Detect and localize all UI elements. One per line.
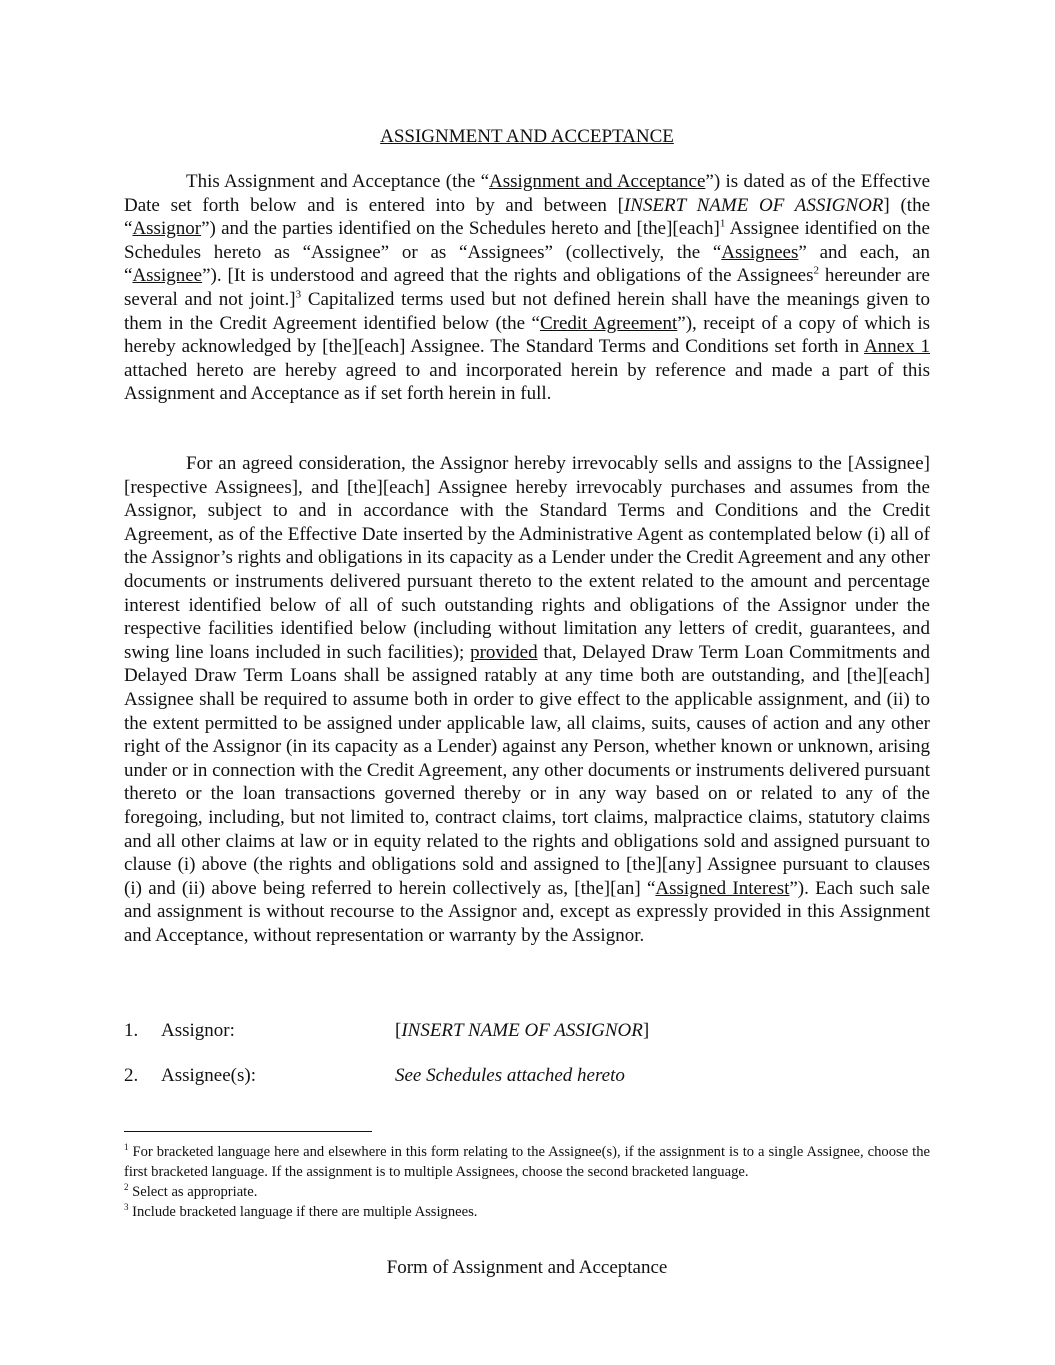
footnote-ref-2: 2 [813,265,820,278]
defined-term-assignment-and-acceptance: Assignment and Acceptance [489,171,706,192]
provided-term: provided [470,641,538,663]
intro-paragraph: This Assignment and Acceptance (the “Assignment and Acceptance”) is dated as of the Effective Date set forth below and is entered into by and between [INSERT NAME OF ASSIGNOR] (the “Assignor”) and the parties identified on the Schedules hereto and [the][each]$^1$ Assignee identified on the Schedules hereto as “Assignee” or as “Assignees” (collectively, the “Assignees” and each, an “Assignee”). [It is understood and agreed that the rights and obligations of the Assignees$^2$ hereunder are several and not joint.]$^3$ Capitalized terms used but not defined herein shall have the meanings given to them in the Credit Agreement identified below (the “Credit Agreement”), receipt of a copy of which is hereby acknowledged by [the][each] Assignee. The Standard Terms and Conditions set forth in Annex 1 attached hereto are hereby agreed to and incorporated herein by reference and made a part of this Assignment and Acceptance as if set forth herein in full. [124,171,931,405]
item-label: Assignor: [161,1020,235,1041]
annex-1-reference: Annex 1 [863,336,931,358]
page-footer: Form of Assignment and Acceptance [386,1257,668,1278]
list-item-assignees [124,1064,930,1088]
item-number: 1. [124,1020,139,1041]
footnote-ref-1: 1 [719,217,726,230]
assignment-paragraph: For an agreed consideration, the Assignor hereby irrevocably sells and assigns to the [Assignee][respective Assignees], and [the][each] Assignee hereby irrevocably purchases and assumes from the Assignor, subject to and in accordance with the Standard Terms and Conditions and the Credit Agreement, as of the Effective Date inserted by the Administrative Agent as contemplated below (i) all of the Assignor’s rights and obligations in its capacity as a Lender under the Credit Agreement and any other documents or instruments delivered pursuant thereto to the extent related to the amount and percentage interest identified below of all of such outstanding rights and obligations of the Assignor under the respective facilities identified below (including without limitation any letters of credit, guarantees, and swing line loans included in such facilities); provided that, Delayed Draw Term Loan Commitments and Delayed Draw Term Loans shall be assigned ratably at any time both are outstanding, and [the][each] Assignee shall be required to assume both in order to give effect to the applicable assignment, and (ii) to the extent permitted to be assigned under applicable law, all claims, suits, causes of action and any other right of the Assignor (in its capacity as a Lender) against any Person, whether known or unknown, arising under or in connection with the Credit Agreement, any other documents or instruments delivered pursuant thereto or the loan transactions governed thereby or in any way based on or related to any of the foregoing, including, but not limited to, contract claims, tort claims, malpractice claims, statutory claims and all other claims at law or in equity related to the rights and obligations sold and assigned pursuant to clause (i) above (the rights and obligations sold and assigned to [the][any] Assignee pursuant to clauses (i) and (ii) above being referred to herein collectively as, [the][an] “Assigned Interest”). Each such sale and assignment is without recourse to the Assignor and, except as expressly provided in this Assignment and Acceptance, without representation or warranty by the Assignor. [124,453,930,946]
item-number: 2. [124,1065,139,1086]
item-label: Assignee(s): [161,1065,256,1086]
item-value: See Schedules attached hereto [395,1065,625,1086]
document-title: ASSIGNMENT AND ACCEPTANCE [380,126,674,147]
footnotes [124,1142,930,1222]
list-item-assignor [124,1019,930,1043]
footnote: $^2$ Select as appropriate. [124,1182,258,1200]
defined-term-assignor: Assignor [132,218,202,240]
defined-term-assigned-interest: Assigned Interest [655,877,790,899]
footnote: $^3$ Include bracketed language if there are multiple Assignees. [124,1202,478,1220]
assignor-name-placeholder: INSERT NAME OF ASSIGNOR [623,194,884,216]
item-value: [INSERT NAME OF ASSIGNOR] [395,1020,650,1041]
defined-term-assignee: Assignee [132,265,203,287]
footnote-ref-3: 3 [295,288,302,301]
footnote: $^1$ For bracketed language here and elsewhere in this form relating to the Assignee(s), if the assignment is to a single Assignee, choose the first bracketed language. If the assignment is to multiple Assignees, choose the second bracketed language. [124,1142,930,1180]
defined-term-assignees: Assignees [721,241,799,263]
defined-term-credit-agreement: Credit Agreement [539,312,678,334]
footnote-separator [124,1131,372,1132]
